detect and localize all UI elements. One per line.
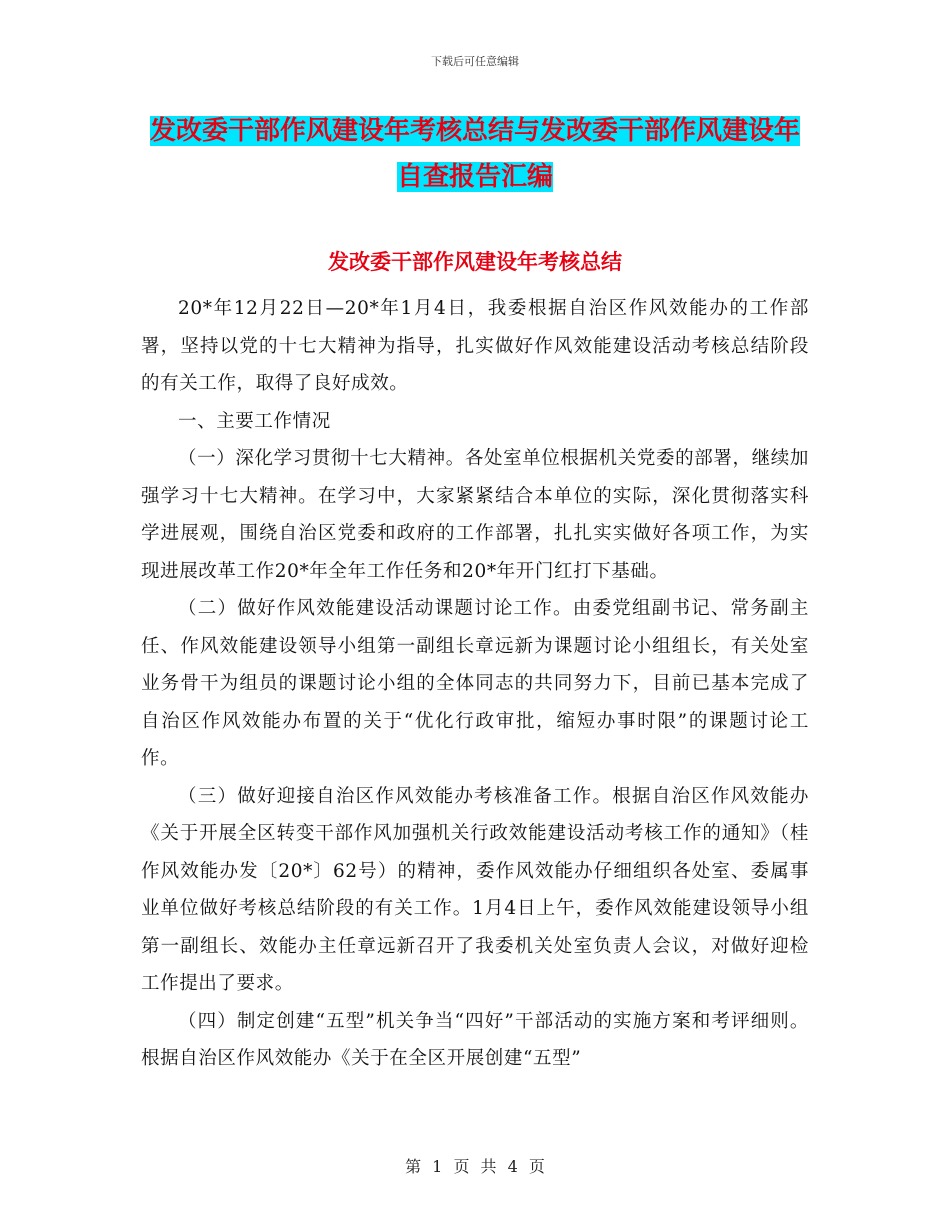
paragraph: （四）制定创建“五型”机关争当“四好”干部活动的实施方案和考评细则。根据自治区作风效能办《关于在全区开展创建“五型” <box>141 1010 809 1069</box>
paragraph: （一）深化学习贯彻十七大精神。各处室单位根据机关党委的部署，继续加强学习十七大精神。在学习中，大家紧紧结合本单位的实际，深化贯彻落实科学进展观，围绕自治区党委和政府的工作部署，扎扎实实做好各项工作，为实现进展改革工作20*年全年工作任务和20*年开门红打下基础。 <box>141 448 809 582</box>
body-text <box>141 290 809 1078</box>
title-highlight: 发改委干部作风建设年考核总结与发改委干部作风建设年自查报告汇编 <box>149 116 800 192</box>
paragraph: 20*年12月22日—20*年1月4日，我委根据自治区作风效能办的工作部署，坚持以党的十七大精神为指导，扎实做好作风效能建设活动考核总结阶段的有关工作，取得了良好成效。 <box>141 298 809 394</box>
section-title: 发改委干部作风建设年考核总结 <box>328 250 622 274</box>
paragraph: （二）做好作风效能建设活动课题讨论工作。由委党组副书记、常务副主任、作风效能建设领导小组第一副组长章远新为课题讨论小组组长，有关处室业务骨干为组员的课题讨论小组的全体同志的共同努力下，目前已基本完成了自治区作风效能办布置的关于“优化行政审批，缩短办事时限”的课题讨论工作。 <box>141 598 809 769</box>
section-heading: 一、主要工作情况 <box>178 410 331 432</box>
document-title <box>140 108 810 200</box>
paragraph: （三）做好迎接自治区作风效能办考核准备工作。根据自治区作风效能办《关于开展全区转变干部作风加强机关行政效能建设活动考核工作的通知》（桂作风效能办发〔20*〕62号）的精神，委作风效能办仔细组织各处室、委属事业单位做好考核总结阶段的有关工作。1月4日上午，委作风效能建设领导小组第一副组长、效能办主任章远新召开了我委机关处室负责人会议，对做好迎检工作提出了要求。 <box>141 785 809 994</box>
download-note: 下载后可任意编辑 <box>431 55 519 68</box>
page-number: 第 1 页 共 4 页 <box>405 1157 545 1176</box>
